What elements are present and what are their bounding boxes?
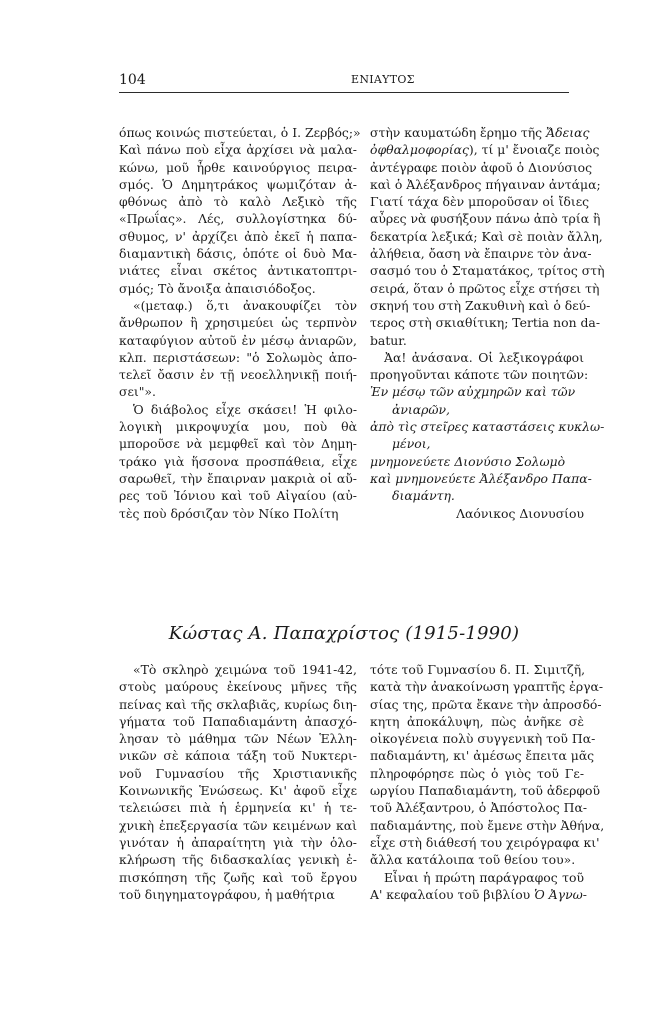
- text-line: πείνας καὶ τῆς σκλαβιᾶς, κυρίως διη-: [119, 696, 357, 712]
- text-line: κλπ. περιστάσεων: "ὁ Σολωμὸς ἀπο-: [119, 349, 357, 365]
- text-line: σαρωθεῖ, τὴν ἔπαιρναν μακριὰ οἱ αὔ-: [119, 470, 357, 486]
- text-line: γήματα τοῦ Παπαδιαμάντη ἀπασχό-: [119, 713, 357, 729]
- text-line: παδιαμάντη, κι' ἀμέσως ἔπειτα μᾶς: [370, 748, 595, 764]
- text-line: κατὰ τὴν ἀνακοίνωση γραπτῆς ἐργα-: [370, 679, 604, 695]
- text-line: γινόταν ἡ ἀπαραίτητη γιὰ τὴν ὁλο-: [119, 834, 357, 850]
- text-line: ρες τοῦ Ἰόνιου καὶ τοῦ Αἰγαίου (αὐ-: [119, 488, 357, 504]
- text-line: τελεῖ ὄασιν ἐν τῇ νεοελληνικῇ ποιή-: [119, 367, 357, 383]
- text-line: Καὶ πάνω ποὺ εἶχα ἀρχίσει νὰ μαλα-: [119, 142, 357, 158]
- text-line: νοῦ Γυμνασίου τῆς Χριστιανικῆς: [119, 765, 357, 781]
- text-line: κώνω, μοῦ ἦρθε καινούργιος πειρα-: [119, 159, 357, 175]
- text-line: λησαν τὸ μάθημα τῶν Νέων Ἑλλη-: [119, 731, 357, 747]
- text-line: «Πρωΐας». Λές, συλλογίστηκα δύ-: [119, 211, 357, 227]
- text-line: Κοινωνικῆς Ἑνώσεως. Κι' ἀφοῦ εἶχε: [119, 783, 357, 799]
- text-line: διαμαντικὴ δάσις, ὁπότε οἱ δυὸ Μα-: [119, 246, 357, 262]
- text-line: σθυμος, ν' ἀρχίζει ἀπὸ ἐκεῖ ἡ παπα-: [119, 228, 357, 244]
- text-line: κητη ἀποκάλυψη, πὼς ἀνῆκε σὲ: [370, 713, 584, 729]
- text-line: batur.: [370, 332, 407, 348]
- text-line: διαμάντη.: [392, 488, 455, 504]
- text-line: ἀλήθεια, ὄαση νὰ ἔπαιρνε τὸν ἀνα-: [370, 246, 592, 262]
- text-line: ὀφθαλμοφορίας), τί μ' ἔνοιαζε ποιὸς: [370, 142, 600, 158]
- bottom-right-column: [370, 661, 605, 903]
- text-line: Ἀα! ἀνάσανα. Οἱ λεξικογράφοι: [384, 349, 584, 365]
- text-line: σίας της, πρῶτα ἔκανε τὴν ἀπροσδό-: [370, 696, 602, 712]
- running-title: ΕΝΙΑΥΤΟΣ: [351, 73, 415, 86]
- section-title: Κώστας Α. Παπαχρίστος (1915-1990): [168, 623, 520, 644]
- text-line: οἰκογένεια πολὺ συγγενικὴ τοῦ Πα-: [370, 731, 596, 747]
- top-right-column: [370, 124, 605, 522]
- text-line: λογικὴ μικροψυχία μου, ποὺ θὰ: [119, 419, 357, 435]
- text-line: τοῦ διηγηματογράφου, ἡ μαθήτρια: [119, 886, 335, 902]
- page-number: 104: [119, 72, 146, 88]
- header-rule: [119, 92, 569, 93]
- text-line: δεκατρία λεξικά; Καὶ σὲ ποιὰν ἄλλη,: [370, 228, 603, 244]
- text-line: παδιαμάντης, ποὺ ἔμενε στὴν Ἀθήνα,: [370, 817, 605, 833]
- text-line: χνικὴ ἐπεξεργασία τῶν κειμένων καὶ: [119, 817, 357, 833]
- text-line: τερος στὴ σκιαθίτικη; Tertia non da-: [370, 315, 601, 331]
- text-line: στὴν καυματώδη ἔρημο τῆς Ἄδειας: [370, 125, 590, 140]
- text-line: σασμό του ὁ Σταματάκος, τρίτος στὴ: [370, 263, 605, 279]
- text-line: σμός. Ὁ Δημητράκος ψωμιζόταν ἀ-: [119, 176, 357, 192]
- text-line: μνημονεύετε Διονύσιο Σολωμὸ: [370, 453, 566, 469]
- text-line: τότε τοῦ Γυμνασίου δ. Π. Σιμιτζῆ,: [370, 662, 586, 677]
- text-line: νιάτες εἶναι σκέτος ἀντικατοπτρι-: [119, 263, 357, 279]
- text-line: Λαόνικος Διονυσίου: [456, 505, 584, 521]
- text-line: φθόνως ἀπὸ τὸ καλὸ Λεξικὸ τῆς: [119, 194, 357, 210]
- text-line: «Τὸ σκληρὸ χειμώνα τοῦ 1941-42,: [133, 662, 357, 677]
- text-line: Ἐν μέσῳ τῶν αὐχμηρῶν καὶ τῶν: [370, 384, 576, 400]
- page-header: [119, 72, 569, 94]
- text-line: τελειώσει πιὰ ἡ ἑρμηνεία κι' ἡ τε-: [119, 800, 357, 816]
- text-line: σμός; Τὸ ἄνοιξα ἀπαισιόδοξος.: [119, 280, 316, 296]
- text-line: ωργίου Παπαδιαμάντη, τοῦ ἀδερφοῦ: [370, 783, 601, 799]
- text-line: καταφύγιον αὐτοῦ ἐν μέσῳ ἀνιαρῶν,: [119, 332, 357, 348]
- text-line: καὶ μνημονεύετε Ἀλέξανδρο Παπα-: [370, 470, 592, 486]
- text-line: ἄλλα κατάλοιπα τοῦ θείου του».: [370, 852, 576, 868]
- text-line: πληροφόρησε πὼς ὁ γιὸς τοῦ Γε-: [370, 765, 584, 781]
- text-line: ἀπὸ τὶς στεῖρες καταστάσεις κυκλω-: [370, 419, 605, 435]
- text-line: αὖρες νὰ φυσήξουν πάνω ἀπὸ τρία ἢ: [370, 211, 601, 227]
- text-line: ἄνθρωπον ἢ χρησιμεύει ὡς τερπνὸν: [119, 315, 357, 331]
- text-line: Α' κεφαλαίου τοῦ βιβλίου Ὁ Ἀγνω-: [370, 886, 587, 902]
- top-left-column: [119, 124, 361, 522]
- text-line: κλήρωση τῆς διδασκαλίας γενικὴ ἐ-: [119, 852, 357, 868]
- text-line: σειρά, ὅταν ὁ πρῶτος εἶχε στήσει τὴ: [370, 280, 600, 296]
- text-line: σκηνή του στὴ Ζακυθινὴ καὶ ὁ δεύ-: [370, 297, 591, 313]
- text-line: «(μεταφ.) ὅ,τι ἀνακουφίζει τὸν: [133, 297, 357, 313]
- text-line: στοὺς μαύρους ἐκείνους μῆνες τῆς: [119, 679, 357, 695]
- text-line: μποροῦσε νὰ μεμφθεῖ καὶ τὸν Δημη-: [119, 436, 357, 452]
- text-line: Ὁ διάβολος εἶχε σκάσει! Ἡ φιλο-: [133, 401, 357, 417]
- text-line: ἀνιαρῶν,: [392, 401, 450, 417]
- text-line: καὶ ὁ Ἀλέξανδρος πήγαιναν ἀντάμα;: [370, 176, 601, 192]
- text-line: τράκο γιὰ ἥσσονα προσπάθεια, εἶχε: [119, 453, 357, 469]
- text-line: μένοι,: [392, 436, 431, 452]
- text-line: ἀντέγραφε ποιὸν ἀφοῦ ὁ Διονύσιος: [370, 159, 593, 175]
- text-line: τοῦ Ἀλέξαντρου, ὁ Ἀπόστολος Πα-: [370, 800, 588, 816]
- text-line: νικῶν σὲ κάποια τάξη τοῦ Νυκτερι-: [119, 748, 357, 764]
- text-line: πισκόπηση τῆς ζωῆς καὶ τοῦ ἔργου: [119, 869, 357, 885]
- text-line: προηγοῦνται κάποτε τῶν ποιητῶν:: [370, 367, 589, 383]
- bottom-left-column: [119, 661, 357, 903]
- text-line: σει"».: [119, 384, 156, 400]
- text-line: Γιατί τάχα δὲν μποροῦσαν οἱ ἴδιες: [370, 194, 590, 210]
- text-line: εἶχε στὴ διάθεσή του χειρόγραφα κι': [370, 834, 600, 850]
- text-line: τὲς ποὺ δρόσιζαν τὸν Νίκο Πολίτη: [119, 505, 339, 521]
- text-line: όπως κοινώς πιστεύεται, ὁ Ι. Ζερβός;»: [119, 125, 361, 140]
- text-line: Εἶναι ἡ πρώτη παράγραφος τοῦ: [384, 869, 584, 885]
